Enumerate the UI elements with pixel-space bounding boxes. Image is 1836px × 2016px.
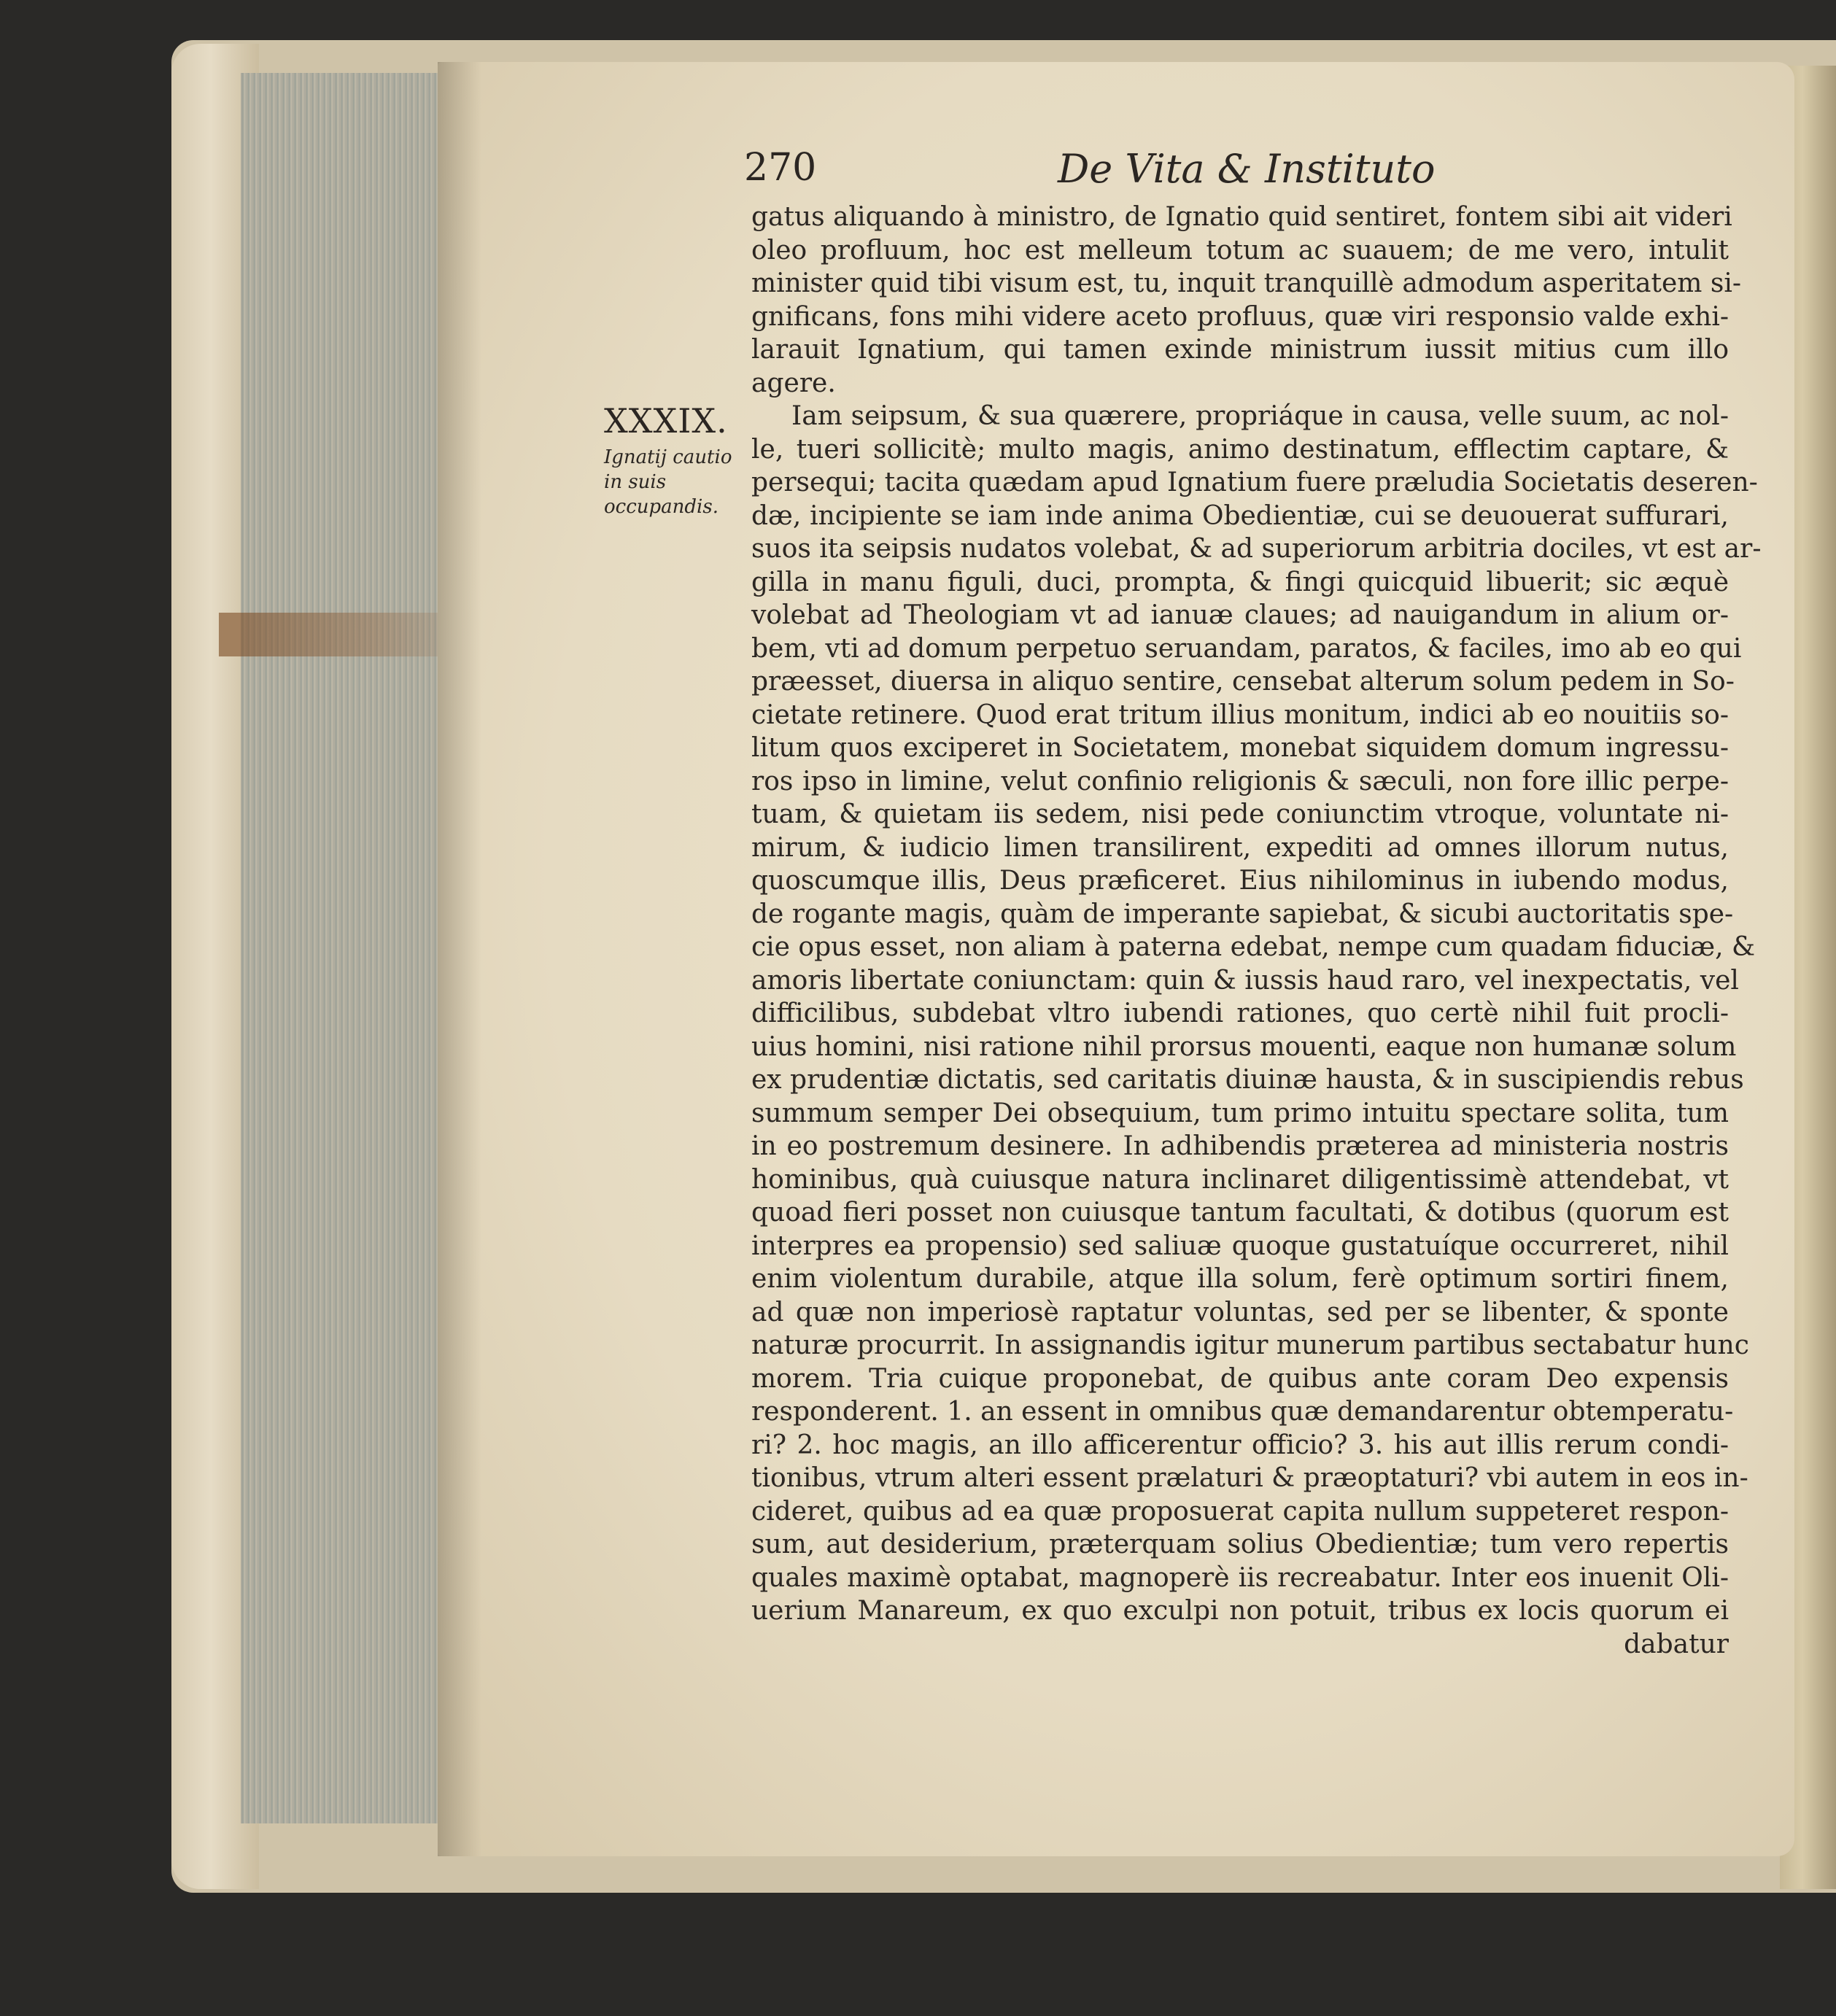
text-line: uius homini, nisi ratione nihil prorsus mouenti, eaque non humanæ solum — [751, 1031, 1737, 1062]
text-line: quales maximè optabat, magnoperè iis recreabatur. Inter eos inuenit Oli- — [751, 1562, 1729, 1593]
text-line: ad quæ non imperiosè raptatur voluntas, sed per se libenter, & sponte — [751, 1297, 1729, 1327]
text-line: persequi; tacita quædam apud Ignatium fuere præludia Societatis deseren- — [751, 468, 1758, 497]
page-number: 270 — [744, 146, 817, 190]
text-line: cideret, quibus ad ea quæ proposuerat capita nullum suppeteret respon- — [751, 1496, 1729, 1527]
marginal-note: Ignatij cautio in suis occupandis. — [604, 446, 732, 518]
text-line: dæ, incipiente se iam inde anima Obedientiæ, cui se deuouerat suffurari, — [751, 500, 1729, 531]
text-line: naturæ procurrit. In assignandis igitur munerum partibus sectabatur hunc — [751, 1330, 1749, 1360]
text-line: interpres ea propensio) sed saliuæ quoque gustatuíque occurreret, nihil — [751, 1230, 1729, 1261]
text-line: morem. Tria cuique proponebat, de quibus ante coram Deo expensis — [751, 1363, 1729, 1394]
text-line: summum semper Dei obsequium, tum primo intuitu spectare solita, tum — [751, 1098, 1729, 1128]
text-line: ros ipso in limine, velut confinio religionis & sæculi, non fore illic perpe- — [751, 766, 1729, 796]
text-line: minister quid tibi visum est, tu, inquit tranquillè admodum asperitatem si- — [751, 268, 1741, 298]
text-line: hominibus, quà cuiusque natura inclinaret diligentissimè attendebat, vt — [751, 1164, 1729, 1195]
text-line: difficilibus, subdebat vltro iubendi rationes, quo certè nihil fuit procli- — [751, 999, 1729, 1028]
text-line: quoad fieri posset non cuiusque tantum facultati, & dotibus (quorum est — [751, 1198, 1729, 1228]
running-head: De Vita & Instituto — [1058, 146, 1436, 192]
text-line: volebat ad Theologiam vt ad ianuæ claues; ad nauigandum in alium or- — [751, 600, 1729, 630]
text-line: larauit Ignatium, qui tamen exinde ministrum iussit mitius cum illo — [751, 335, 1729, 365]
catchword: dabatur — [1624, 1629, 1729, 1659]
text-line: le, tueri sollicitè; multo magis, animo destinatum, efflectim captare, & — [751, 434, 1729, 465]
text-line: amoris libertate coniunctam: quin & iussis haud raro, vel inexpectatis, vel — [751, 965, 1739, 996]
text-line: uerium Manareum, ex quo exculpi non potuit, tribus ex locis quorum ei — [751, 1596, 1729, 1626]
text-line: tuam, & quietam iis sedem, nisi pede coniunctim vtroque, voluntate ni- — [751, 799, 1729, 829]
page-edges — [241, 73, 445, 1823]
text-line: præesset, diuersa in aliquo sentire, censebat alterum solum pedem in So- — [751, 667, 1735, 697]
text-line: suos ita seipsis nudatos volebat, & ad superiorum arbitria dociles, vt est ar- — [751, 534, 1762, 564]
text-line: enim violentum durabile, atque illa solum, ferè optimum sortiri finem, — [751, 1264, 1729, 1294]
text-line: cietate retinere. Quod erat tritum illius monitum, indici ab eo nouitiis so- — [751, 699, 1729, 730]
text-line: sum, aut desiderium, præterquam solius Obedientiæ; tum vero repertis — [751, 1530, 1729, 1559]
text-line: de rogante magis, quàm de imperante sapiebat, & sicubi auctoritatis spe- — [751, 899, 1734, 929]
text-line: mirum, & iudicio limen transilirent, expediti ad omnes illorum nutus, — [751, 832, 1729, 863]
section-number: XXXIX. — [604, 401, 728, 441]
text-line: responderent. 1. an essent in omnibus quæ demandarentur obtemperatu- — [751, 1397, 1734, 1427]
body-text — [751, 201, 1762, 1661]
page-header — [744, 146, 1714, 197]
gutter-shadow — [438, 62, 481, 1856]
text-line: cie opus esset, non aliam à paterna edebat, nempe cum quadam fiduciæ, & — [751, 932, 1755, 962]
text-line: agere. — [751, 368, 836, 398]
text-line: ri? 2. hoc magis, an illo afficerentur officio? 3. his aut illis rerum condi- — [751, 1430, 1729, 1460]
text-line: gilla in manu figuli, duci, prompta, & fingi quicquid libuerit; sic æquè — [751, 567, 1729, 597]
text-line: bem, vti ad domum perpetuo seruandam, paratos, & faciles, imo ab eo qui — [751, 633, 1742, 664]
text-line: gatus aliquando à ministro, de Ignatio quid sentiret, fontem sibi ait videri — [751, 202, 1732, 232]
text-line: quoscumque illis, Deus præficeret. Eius nihilominus in iubendo modus, — [751, 866, 1729, 896]
paragraph-start-line: Iam seipsum, & sua quærere, propriáque in causa, velle suum, ac nol- — [791, 401, 1729, 431]
text-line: ex prudentiæ dictatis, sed caritatis diuinæ hausta, & in suscipiendis rebus — [751, 1065, 1744, 1095]
text-line: in eo postremum desinere. In adhibendis præterea ad ministeria nostris — [751, 1131, 1729, 1161]
text-line: litum quos exciperet in Societatem, monebat siquidem domum ingressu- — [751, 733, 1729, 763]
text-line: tionibus, vtrum alteri essent prælaturi & præoptaturi? vbi autem in eos in- — [751, 1463, 1748, 1493]
text-line: oleo profluum, hoc est melleum totum ac suauem; de me vero, intulit — [751, 235, 1729, 265]
text-line: gnificans, fons mihi videre aceto profluus, quæ viri responsio valde exhi- — [751, 301, 1729, 332]
